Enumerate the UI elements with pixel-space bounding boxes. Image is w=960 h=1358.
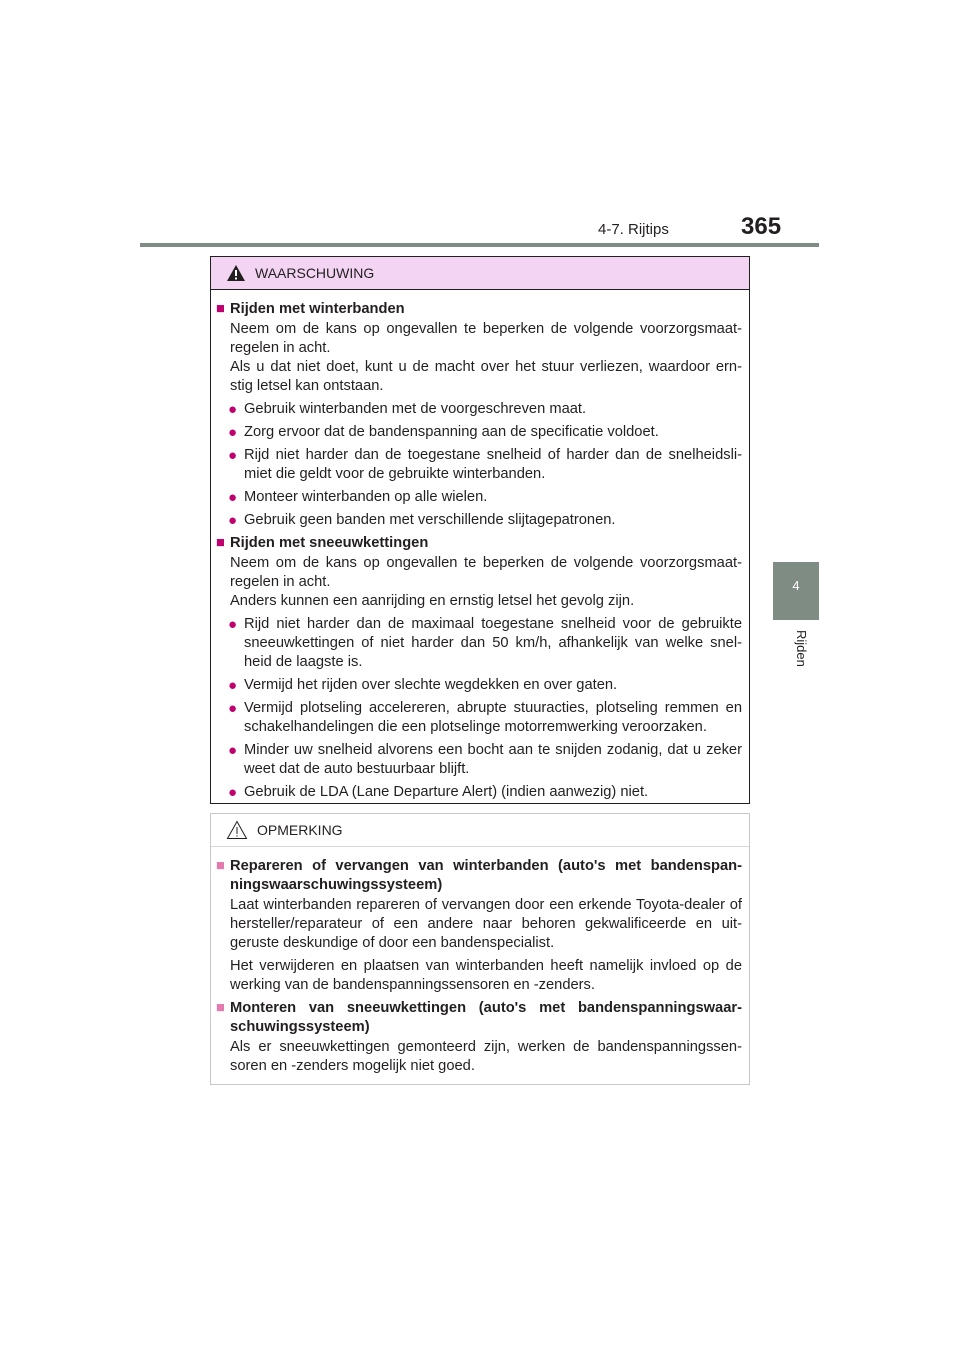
note-body bbox=[211, 847, 749, 1076]
header-rule bbox=[140, 243, 819, 247]
paragraph: Anders kunnen een aanrijding en ernstig letsel het gevolg zijn. bbox=[230, 593, 635, 609]
dot-bullet-icon: ● bbox=[228, 512, 238, 529]
warning-header bbox=[211, 257, 749, 290]
dot-bullet-icon: ● bbox=[228, 784, 238, 801]
note-title: OPMERKING bbox=[257, 822, 343, 838]
section-heading: ■ Rijden met winterbanden bbox=[216, 301, 405, 317]
note-header bbox=[211, 814, 749, 847]
square-bullet-icon: ■ bbox=[216, 535, 225, 551]
note-box bbox=[210, 813, 750, 1085]
chapter-label: Rijden bbox=[794, 630, 809, 667]
list-item: ● Rijd niet harder dan de maximaal toegestane snelheid voor de gebruikte sneeuwkettingen of niet harder dan 50 km/h, afhankelijk van welke snel- heid de laagste is. bbox=[228, 616, 742, 670]
dot-bullet-icon: ● bbox=[228, 447, 238, 464]
square-bullet-icon: ■ bbox=[216, 1000, 225, 1016]
section-heading: ■ Rijden met sneeuwkettingen bbox=[216, 535, 429, 551]
paragraph: Als u dat niet doet, kunt u de macht over het stuur verliezen, waardoor ern- stig letsel kan ontstaan. bbox=[230, 359, 742, 394]
paragraph: Neem om de kans op ongevallen te beperken de volgende voorzorgsmaat- regelen in acht. bbox=[230, 321, 742, 356]
paragraph: Het verwijderen en plaatsen van winterbanden heeft namelijk invloed op de werking van de bandenspanningssensoren en -zenders. bbox=[230, 958, 742, 993]
list-item: ● Vermijd het rijden over slechte wegdekken en over gaten. bbox=[228, 677, 618, 694]
dot-bullet-icon: ● bbox=[228, 489, 238, 506]
dot-bullet-icon: ● bbox=[228, 401, 238, 418]
dot-bullet-icon: ● bbox=[228, 424, 238, 441]
list-item: ● Zorg ervoor dat de bandenspanning aan de specificatie voldoet. bbox=[228, 424, 659, 441]
page-number: 365 bbox=[741, 213, 782, 240]
caution-outline-icon bbox=[226, 820, 248, 840]
paragraph: Neem om de kans op ongevallen te beperken de volgende voorzorgsmaat- regelen in acht. bbox=[230, 555, 742, 590]
section-title: 4-7. Rijtips bbox=[598, 221, 669, 238]
dot-bullet-icon: ● bbox=[228, 700, 238, 717]
list-item: ● Vermijd plotseling accelereren, abrupte stuuracties, plotseling remmen en schakelhandelingen die een plotselinge motorremwerking veroorzaken. bbox=[228, 700, 742, 735]
section-heading: ■ Repareren of vervangen van winterbanden (auto's met bandenspan- ningswaarschuwingssysteem) bbox=[216, 858, 742, 893]
warning-title: WAARSCHUWING bbox=[255, 265, 375, 281]
square-bullet-icon: ■ bbox=[216, 301, 225, 317]
dot-bullet-icon: ● bbox=[228, 742, 238, 759]
list-item: ● Gebruik geen banden met verschillende slijtagepatronen. bbox=[228, 512, 616, 529]
square-bullet-icon: ■ bbox=[216, 858, 225, 874]
list-item: ● Gebruik de LDA (Lane Departure Alert) (indien aanwezig) niet. bbox=[228, 784, 649, 801]
chapter-number: 4 bbox=[792, 578, 800, 593]
warning-body bbox=[211, 290, 749, 802]
list-item: ● Minder uw snelheid alvorens een bocht aan te snijden zodanig, dat u zeker weet dat de auto bestuurbaar blijft. bbox=[228, 742, 742, 777]
warning-icon bbox=[226, 264, 246, 282]
list-item: ● Rijd niet harder dan de toegestane snelheid of harder dan de snelheidsli- miet die geldt voor de gebruikte winterbanden. bbox=[228, 447, 742, 482]
paragraph: Als er sneeuwkettingen gemonteerd zijn, werken de bandenspanningssen- soren en -zenders mogelijk niet goed. bbox=[230, 1039, 742, 1074]
list-item: ● Monteer winterbanden op alle wielen. bbox=[228, 489, 488, 506]
warning-box bbox=[210, 256, 750, 804]
paragraph: Laat winterbanden repareren of vervangen door een erkende Toyota-dealer of hersteller/reparateur of een andere naar behoren gekwalificeerde en uit- geruste deskundige of door een bandenspecialist. bbox=[230, 897, 742, 951]
section-heading: ■ Monteren van sneeuwkettingen (auto's met bandenspanningswaar- schuwingssysteem) bbox=[216, 1000, 742, 1035]
list-item: ● Gebruik winterbanden met de voorgeschreven maat. bbox=[228, 401, 587, 418]
dot-bullet-icon: ● bbox=[228, 616, 238, 633]
dot-bullet-icon: ● bbox=[228, 677, 238, 694]
